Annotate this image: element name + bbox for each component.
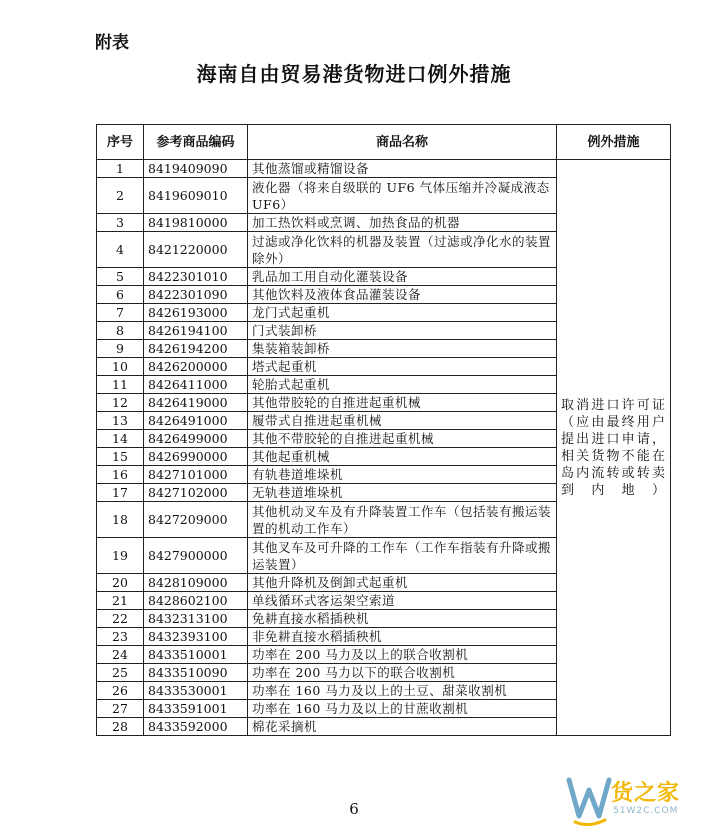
row-code: 8432393100: [144, 628, 248, 646]
row-index: 11: [97, 376, 144, 394]
row-name: 加工热饮料或烹调、加热食品的机器: [248, 214, 557, 232]
row-index: 3: [97, 214, 144, 232]
annex-label: 附表: [95, 33, 129, 53]
row-name: 功率在 160 马力及以上的甘蔗收割机: [248, 700, 557, 718]
row-index: 25: [97, 664, 144, 682]
table-header-row: [97, 125, 671, 160]
row-name: 非免耕直接水稻插秧机: [248, 628, 557, 646]
row-code: 8426499000: [144, 430, 248, 448]
row-code: 8433510090: [144, 664, 248, 682]
row-index: 28: [97, 718, 144, 736]
row-name: 棉花采摘机: [248, 718, 557, 736]
row-code: 8419810000: [144, 214, 248, 232]
row-code: 8427900000: [144, 538, 248, 574]
page-number: 6: [349, 800, 359, 818]
row-name: 液化器（将来自级联的 UF6 气体压缩并冷凝成液态 UF6）: [248, 178, 557, 214]
row-index: 7: [97, 304, 144, 322]
row-name: 其他叉车及可升降的工作车（工作车指装有升降或搬运装置）: [248, 538, 557, 574]
row-index: 23: [97, 628, 144, 646]
row-index: 19: [97, 538, 144, 574]
row-name: 履带式自推进起重机械: [248, 412, 557, 430]
row-code: 8426194100: [144, 322, 248, 340]
row-code: 8427209000: [144, 502, 248, 538]
row-code: 8433592000: [144, 718, 248, 736]
watermark: [565, 770, 705, 830]
row-index: 12: [97, 394, 144, 412]
row-code: 8419409090: [144, 160, 248, 178]
row-index: 18: [97, 502, 144, 538]
row-index: 1: [97, 160, 144, 178]
row-code: 8428109000: [144, 574, 248, 592]
header-code: 参考商品编码: [144, 125, 248, 160]
w-logo-icon: [565, 770, 613, 826]
row-name: 无轨巷道堆垛机: [248, 484, 557, 502]
row-name: 过滤或净化饮料的机器及装置（过滤或净化水的装置除外）: [248, 232, 557, 268]
row-name: 其他带胶轮的自推进起重机械: [248, 394, 557, 412]
import-exception-table: [96, 124, 671, 736]
row-code: 8426411000: [144, 376, 248, 394]
row-code: 8433510001: [144, 646, 248, 664]
row-name: 其他机动叉车及有升降装置工作车（包括装有搬运装置的机动工作车）: [248, 502, 557, 538]
row-code: 8433530001: [144, 682, 248, 700]
row-name: 其他升降机及倒卸式起重机: [248, 574, 557, 592]
row-index: 4: [97, 232, 144, 268]
row-index: 2: [97, 178, 144, 214]
row-code: 8422301010: [144, 268, 248, 286]
row-name: 单线循环式客运架空索道: [248, 592, 557, 610]
row-name: 轮胎式起重机: [248, 376, 557, 394]
row-code: 8426193000: [144, 304, 248, 322]
row-index: 5: [97, 268, 144, 286]
row-name: 乳品加工用自动化灌装设备: [248, 268, 557, 286]
header-index: 序号: [97, 125, 144, 160]
row-code: 8428602100: [144, 592, 248, 610]
row-name: 其他不带胶轮的自推进起重机械: [248, 430, 557, 448]
row-name: 其他蒸馏或精馏设备: [248, 160, 557, 178]
header-name: 商品名称: [248, 125, 557, 160]
row-code: 8426200000: [144, 358, 248, 376]
row-name: 免耕直接水稻插秧机: [248, 610, 557, 628]
row-name: 集装箱装卸桥: [248, 340, 557, 358]
row-code: 8426990000: [144, 448, 248, 466]
row-name: 有轨巷道堆垛机: [248, 466, 557, 484]
row-index: 15: [97, 448, 144, 466]
row-index: 21: [97, 592, 144, 610]
row-code: 8426419000: [144, 394, 248, 412]
watermark-url: 51W2C.COM: [613, 806, 679, 816]
row-index: 10: [97, 358, 144, 376]
table-row: [97, 160, 671, 178]
row-code: 8421220000: [144, 232, 248, 268]
row-code: 8426194200: [144, 340, 248, 358]
row-index: 20: [97, 574, 144, 592]
row-name: 门式装卸桥: [248, 322, 557, 340]
row-index: 8: [97, 322, 144, 340]
row-name: 其他饮料及液体食品灌装设备: [248, 286, 557, 304]
row-index: 26: [97, 682, 144, 700]
row-index: 16: [97, 466, 144, 484]
row-name: 功率在 200 马力及以上的联合收割机: [248, 646, 557, 664]
row-code: 8419609010: [144, 178, 248, 214]
row-name: 功率在 160 马力及以上的土豆、甜菜收割机: [248, 682, 557, 700]
row-index: 27: [97, 700, 144, 718]
row-name: 龙门式起重机: [248, 304, 557, 322]
row-index: 9: [97, 340, 144, 358]
row-name: 其他起重机械: [248, 448, 557, 466]
row-index: 17: [97, 484, 144, 502]
row-name: 功率在 200 马力以下的联合收割机: [248, 664, 557, 682]
row-code: 8427101000: [144, 466, 248, 484]
exception-measure: 取消进口许可证（应由最终用户提出进口申请，相关货物不能在岛内流转或转卖到内地）: [557, 160, 671, 736]
watermark-text: 货之家: [611, 781, 681, 806]
row-name: 塔式起重机: [248, 358, 557, 376]
row-code: 8422301090: [144, 286, 248, 304]
row-code: 8426491000: [144, 412, 248, 430]
row-index: 13: [97, 412, 144, 430]
row-index: 22: [97, 610, 144, 628]
row-index: 6: [97, 286, 144, 304]
header-measure: 例外措施: [557, 125, 671, 160]
page-title: 海南自由贸易港货物进口例外措施: [196, 62, 512, 86]
row-code: 8432313100: [144, 610, 248, 628]
row-code: 8427102000: [144, 484, 248, 502]
row-index: 14: [97, 430, 144, 448]
row-index: 24: [97, 646, 144, 664]
row-code: 8433591001: [144, 700, 248, 718]
